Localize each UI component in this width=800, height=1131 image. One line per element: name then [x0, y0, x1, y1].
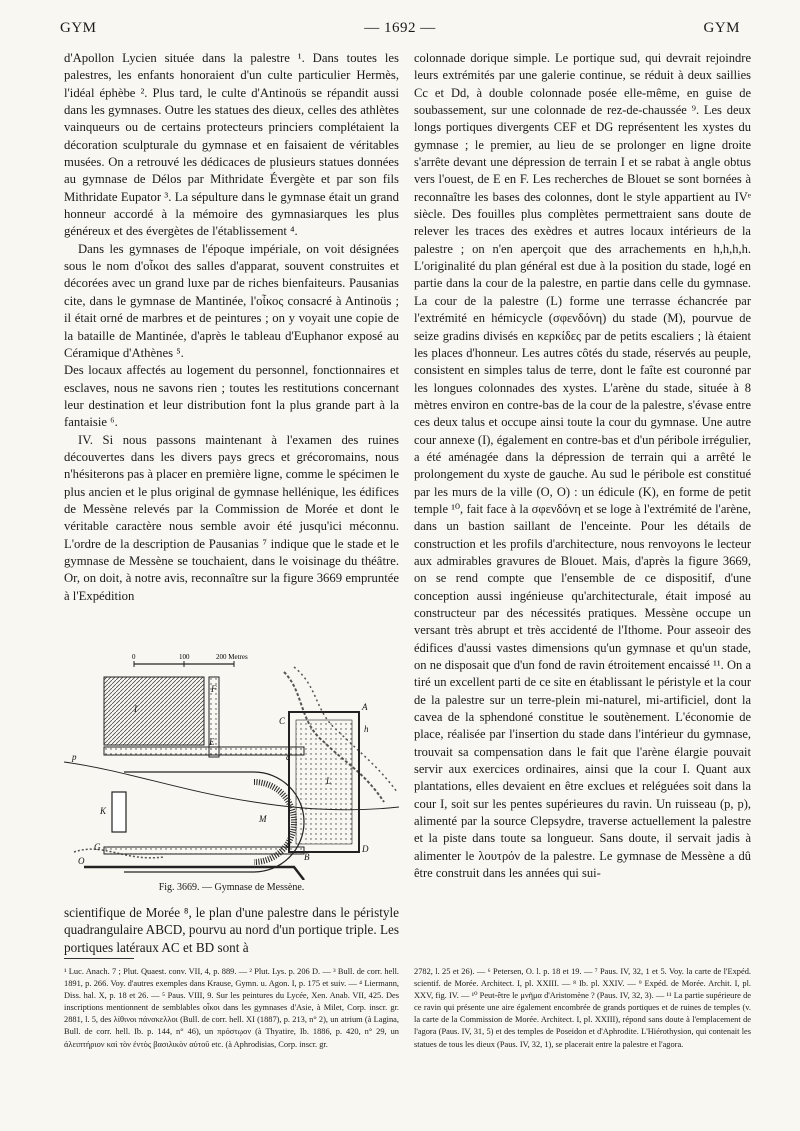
plan-label: F: [211, 684, 217, 694]
site-plan-drawing: [64, 652, 399, 880]
plan-label: L: [326, 776, 332, 786]
plan-label: M: [259, 814, 267, 824]
plan-label: p: [72, 752, 77, 762]
header-right-keyword: GYM: [703, 20, 740, 36]
footnote-rule-left: [64, 958, 134, 959]
plan-label: G: [94, 842, 101, 852]
plan-label: K: [100, 806, 107, 816]
paragraph: IV. Si nous passons maintenant à l'examen des ruines découvertes dans les divers pays grecs et grécoromains, nous n'hésiterons pas à placer en première ligne, comme le spécimen le plus ancien et le plus original de gymnase hellénique, les édifices de Messène relevés par la Commission de Morée et dont le véritable caractère nous semble avoir été jusqu'ici méconnu. L'ordre de la description de Pausanias ⁷ indique que le stade et le gymnase de Messène se touchaient, dans le voisinage du théâtre. Or, on doit, à notre avis, reconnaître sur la figure 3669 empruntée à l'Expédition: [64, 432, 399, 603]
page-header: [60, 20, 740, 44]
paragraph: Dans les gymnases de l'époque impériale, on voit désignées sous le nom d'οἶκοι des salles d'apparat, souvent construites et décorées avec un grand luxe par de riches bienfaiteurs. Pausanias cite, dans le gymnase de Mantinée, l'οἶκος consacré à Antinoüs ; il était orné de marbres et de peintures ; on y voyait une copie de la bataille de Mantinée, d'après le tableau d'Euphanor exposé au Céramique d'Athènes ⁵.: [64, 241, 399, 360]
scale-bar: [132, 653, 248, 667]
edicule-K: [112, 792, 126, 832]
scale-label-200: 200 Metres: [216, 653, 248, 661]
portico-CE: [104, 747, 304, 755]
left-column: [64, 50, 399, 605]
scale-label-100: 100: [179, 653, 190, 661]
plan-label: B: [304, 852, 310, 862]
courtyard-I: [104, 677, 204, 745]
paragraph: Des locaux affectés au logement du personnel, fonctionnaires et esclaves, nous ne savons rien ; toutes les restitutions concernant leur destination et leur distribution font la plus grande part à la fantaisie ⁶.: [64, 363, 399, 430]
plan-label: O: [78, 856, 85, 866]
figure-caption: Fig. 3669. — Gymnase de Messène.: [158, 882, 305, 893]
right-column: colonnade dorique simple. Le portique sud, qui devrait rejoindre leurs extrémités par une galerie continue, se réduit à deux saillies Cc et Dd, à double colonnade posée elle-même, en guise de soubassement, sur une colonnade de rez-de-chaussée ⁹. Les deux longs portiques divergents CEF et DG représentent les xystes du gymnase ; le premier, au lieu de se prolonger en ligne droite s'arrête devant une dépression de terrain I et se rabat à angle obtus vers l'ouest, de E en F. Les recherches de Blouet se sont bornées à reconnaître les bases des colonnes, dont le style appartient au IVᵉ siècle. Des fouilles plus complètes permettraient sans doute de relever les traces des exèdres et autres locaux intérieurs de la palestre ; on n'en aperçoit que des arrachements en h,h,h,h. L'originalité du plan général est due à la position du stade, logé en partie dans la cour de la palestre, en partie dans celle du gymnase. La cour de la palestre (L) forme une terrasse échancrée par l'extrémité en hémicycle (σφενδόνη) du stade (M), pourvue de seize gradins divisés en κερκίδες par de petits escaliers ; là étaient les places d'honneur. Les autres côtés du stade, réservés au peuple, consistent en simples talus de terre, dont le faîte est couronné par les longues colonnades des xystes. L'arène du stade, située à 8 mètres environ en contre-bas de la cour de la palestre, s'évase entre ces deux talus et occupe ainsi toute la cour du gymnase. Une autre cour annexe (I), également en contre-bas et d'un péribole irrégulier, a été aménagée dans la dépression de terrain qui a arrêté le prolongement du xyste de gauche. Au sud le péribole est constitué par les murs de la ville (O, O) : un édicule (K), en forme de petit temple ¹⁰, fait face à la σφενδόνη et se loge à l'extrémité de l'arène, dans un bastion saillant de l'enceinte. Pour les détails de construction et les profils d'architecture, nous renvoyons le lecteur aux admirables gravures de Blouet. Mais, d'après la figure 3669, on se rend compte que l'ensemble de ce dispositif, d'une conception aussi ingénieuse qu'architecturale, était imposé au constructeur par des nécessités pratiques. Messène occupe un versant très abrupt et très accidenté de l'Ithome. Pour asseoir des édifices d'aussi vastes dimensions qu'un gymnase et qu'un stade, on ne disposait que d'un fond de ravin étroitement encaissé ¹¹. On a tiré un excellent parti de ce site en établissant le péristyle et la cour de la palestre sur un terre-plein mi-naturel, mi-artificiel, dont la cavea de la sphendoné constitue le soutènement. L'économie de place, réalisée par l'insertion du stade dans l'intérieur du gymnase, trouvait sa compensation dans le fait que l'arène élargie pouvait servir aux exercices ordinaires, ainsi que la cour I. Quant aux plantations, elles devaient en être exclues et reléguées soit dans la cour I, soit sur les pentes supérieures du ravin. Un ruisseau (p, p), alimenté par la source Clepsydre, traverse actuellement la palestre et la piste dans toute sa longueur. Sans doute, il servait jadis à alimenter le λουτρόν de la palestre. Le gymnase de Messène a dû être construit dans les années qui sui-: [414, 51, 751, 881]
paragraph: d'Apollon Lycien située dans la palestre ¹. Dans toutes les palestres, les enfants honoraient d'un culte particulier Hermès, l'idéal éphèbe ². Plus tard, le culte d'Antinoüs se répandit aussi dans les gymnases. Outre les statues des dieux, celles des athlètes vainqueurs ou de certains protecteurs princiers complétaient la décoration sculpturale du gymnase et en faisaient de véritables musées. On a retrouvé les dédicaces de plusieurs statues données au gymnase de Délos par Mithridate Évergète et par son fils Mithridate Eupator ³. La sépulture dans le gymnase était un grand honneur accordé à la mémoire des gymnasiarques les plus généreux et des évergètes de l'établissement ⁴.: [64, 51, 399, 239]
plan-label: h: [364, 724, 369, 734]
plan-label: I: [134, 704, 137, 714]
scale-label-0: 0: [132, 653, 136, 661]
plan-label: A: [362, 702, 368, 712]
portico-DG: [104, 847, 304, 854]
left-column-continuation: scientifique de Morée ⁸, le plan d'une palestre dans le péristyle quadrangulaire ABCD, pourvu au nord d'un portique triple. Les portiques latéraux AC et BD sont à: [64, 905, 399, 955]
plan-label: c: [286, 752, 290, 762]
plan-label: C: [279, 716, 286, 726]
plan-label: d: [286, 840, 291, 850]
page-number: — 1692 —: [364, 20, 436, 36]
header-left-keyword: GYM: [60, 20, 97, 36]
plan-label: E: [209, 737, 215, 747]
plan-label: D: [362, 844, 369, 854]
footnotes-left: ¹ Luc. Anach. 7 ; Plut. Quaest. conv. VII, 4, p. 889. — ² Plut. Lys. p. 206 D. — ³ Bull. de corr. hell. 1891, p. 266. Voy. d'autres exemples dans Krause, Gymn. u. Agon. I, p. 175 et suiv. — ⁴ Liermann, Diss. hal. X, p. 18 et 26. — ⁵ Paus. VIII, 9. Sur les peintures du Lycée, Xen. Anab. VII, 425. Des inscriptions mentionnent de semblables οἶκοι dans les gymnases d'Asie, à Milet, Corp. inscr. gr. 2881, l. 5, des λίθινοι πάνσκελλοι (Bull. de corr. hell. XI (1887), p. 213, n° 2), un atrium (à Lagina, Bull. de corr. hell. Ib. p. 144, n° 46), un πρόστῳον (à Thyatire, Ib. 1886, p. 420, n° 29, un ἀλειπτήριον καὶ τὸν ἐντὸς βασιλικὸν αὐτοῦ etc. (à Aphrodisias, Corp. inscr. gr.: [64, 967, 399, 1049]
footnotes-right: 2782, l. 25 et 26). — ⁶ Petersen, O. l. p. 18 et 19. — ⁷ Paus. IV, 32, 1 et 5. Voy. la carte de l'Expéd. scientif. de Morée. Architect. I, pl. XXIII. — ⁸ Ib. pl. XXIV. — ⁹ Expéd. de Morée. Archit. I, pl. XXV, fig. IV. — ¹⁰ Peut-être le μνῆμα d'Aristomène ? (Paus. IV, 32, 3). — ¹¹ La partie supérieure de ce ravin qui présente une aire également encombrée de grands portiques et de ruines de temples (v. la carte de la Commission de Morée. Architect. I, pl. XXIII), répond sans doute à l'emplacement de l'agora (Paus. IV, 31, 5) et des temples de Poseidon et d'Aphrodite. L'Hiérothysion, qui contenait les statues de tous les dieux (Paus. IV, 32, 1), se placerait entre la palestre et l'agora.: [414, 967, 751, 1049]
figure-plan-messene: [64, 652, 399, 892]
